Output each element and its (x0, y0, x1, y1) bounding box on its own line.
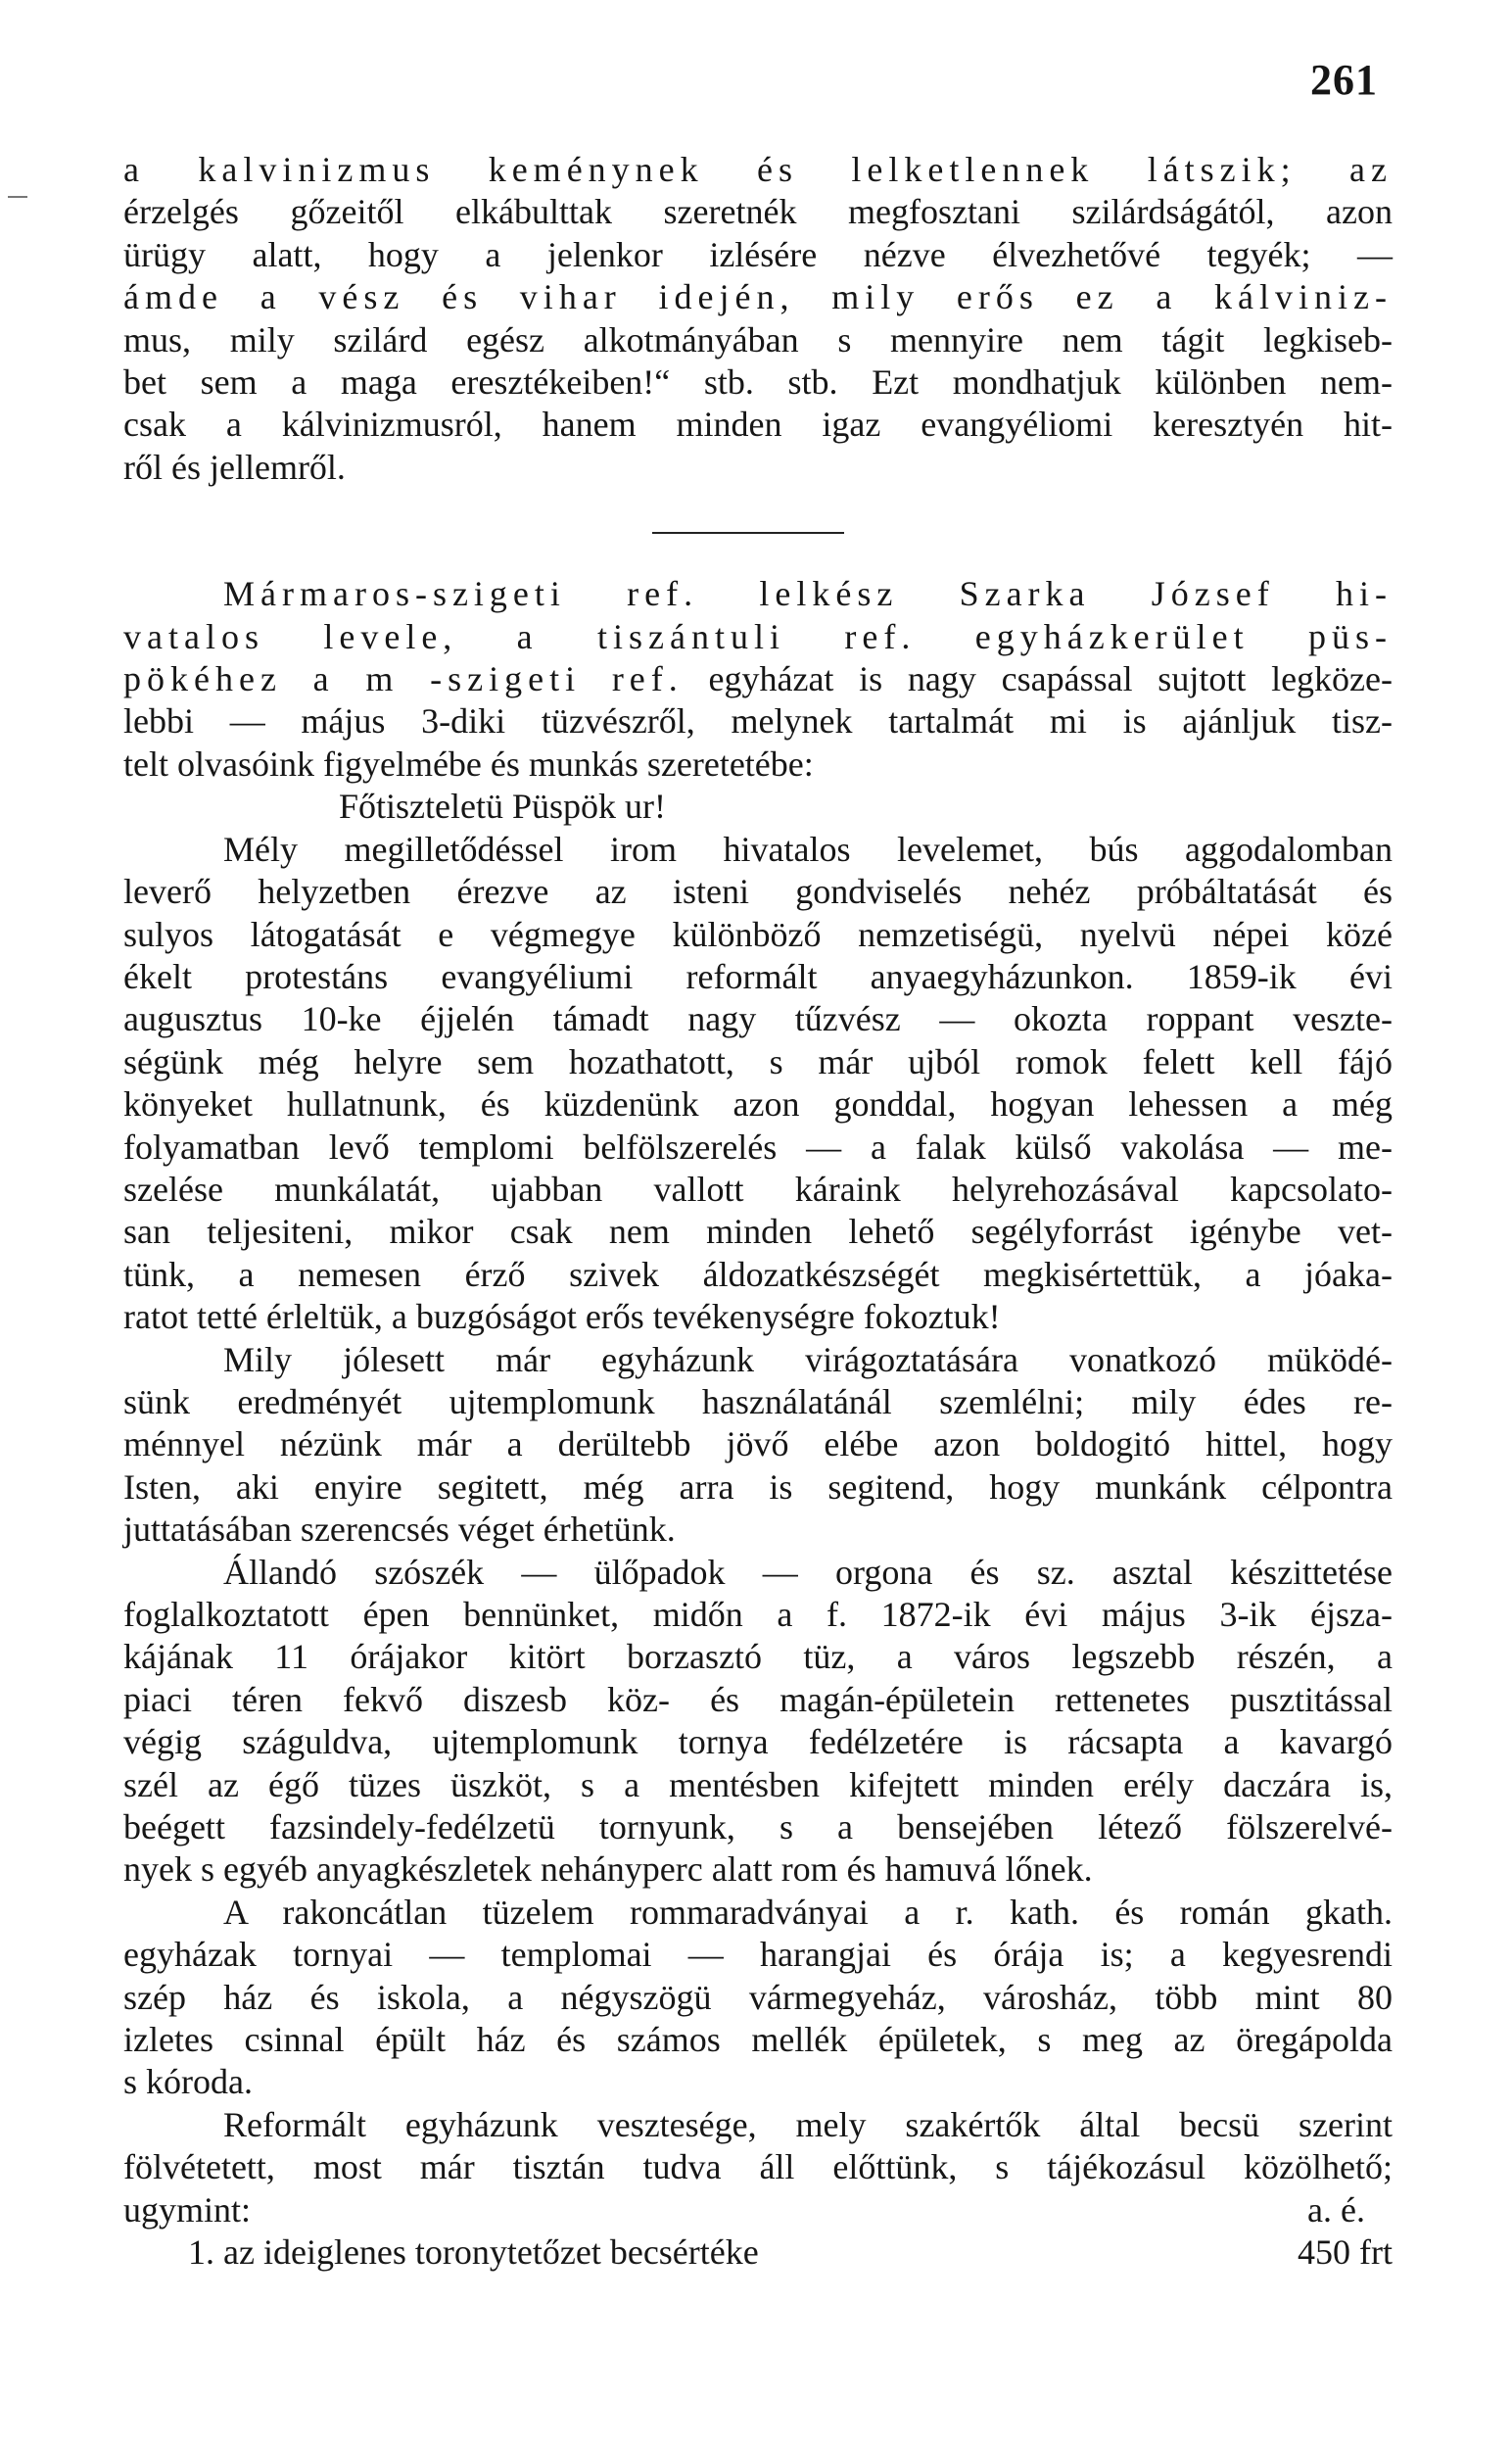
paragraph-5 (123, 2104, 1393, 2189)
list-intro-row (123, 2189, 1393, 2231)
item-amount: 450 frt (1298, 2232, 1393, 2273)
text-line: Mily jólesett már egyházunk virágoztatására vonatkozó müködé- (223, 1339, 1393, 1379)
text-line: kájának 11 órájakor kitört borzasztó tüz, a város legszebb részén, a (123, 1637, 1393, 1677)
text-line: végig száguldva, ujtemplomunk tornya fedélzetére is rácsapta a kavargó (123, 1722, 1393, 1762)
text-line: fölvétetett, most már tisztán tudva áll előttünk, s tájékozásul közölhető; (123, 2147, 1393, 2187)
paragraph-2 (123, 1339, 1393, 1552)
paragraph-3 (123, 1552, 1393, 1892)
margin-mark (8, 196, 27, 198)
heading-line: vatalos levele, a tiszántuli ref. egyházkerület püs- (123, 616, 1393, 656)
text-line: izletes csinnal épült ház és számos mellék épületek, s meg az öregápolda (123, 2020, 1393, 2060)
text-line: s kóroda. (123, 2062, 253, 2102)
text-line: nyek s egyéb anyagkészletek nehányperc alatt rom és hamuvá lőnek. (123, 1849, 1093, 1890)
text-line: mus, mily szilárd egész alkotmányában s mennyire nem tágit legkiseb- (123, 319, 1393, 360)
text-line: egyházak tornyai — templomai — harangjai és órája is; a kegyesrendi (123, 1935, 1393, 1975)
text-line: beégett fazsindely-fedélzetü tornyunk, s a bensejében létező fölszerelvé- (123, 1807, 1393, 1847)
salutation: Főtiszteletü Püspök ur! (339, 787, 666, 827)
body-text (123, 149, 1393, 2275)
text-line: bet sem a maga eresztékeiben!“ stb. stb. Ezt mondhatjuk különben nem- (123, 362, 1393, 403)
text-line: szép ház és iskola, a négyszögü vármegyeház, városház, több mint 80 (123, 1977, 1393, 2017)
heading-spaced-part: pökéhez a m -szigeti ref. (123, 659, 684, 699)
list-item (123, 2231, 1393, 2274)
heading-line (123, 658, 1393, 700)
text-line: leverő helyzetben érezve az isteni gondviselés nehéz próbáltatását és (123, 872, 1393, 912)
text-line: san teljesiteni, mikor csak nem minden lehető segélyforrást igénybe vet- (123, 1212, 1393, 1252)
text-line: ménnyel nézünk már a derültebb jövő elébe azon boldogitó hittel, hogy (123, 1424, 1393, 1464)
text-line: szelése munkálatát, ujabban vallott káraink helyrehozásával kapcsolato- (123, 1169, 1393, 1209)
text-line: sulyos látogatását e végmegye különböző nemzetiségü, nyelvü népei közé (123, 914, 1393, 954)
text-line: tünk, a nemesen érző szivek áldozatkészségét megkisértettük, a jóaka- (123, 1254, 1393, 1294)
text-line: ürügy alatt, hogy a jelenkor izlésére nézve élvezhetővé tegyék; — (123, 234, 1393, 274)
text-line: Állandó szószék — ülőpadok — orgona és sz. asztal készittetése (223, 1552, 1393, 1592)
text-line: ségünk még helyre sem hozathatott, s már ujból romok felett kell fájó (123, 1041, 1393, 1081)
list-intro-label: ugymint: (123, 2189, 252, 2230)
section-divider (652, 532, 844, 534)
heading-regular-part: egyházat is nagy csapással sujtott legköze- (683, 659, 1393, 699)
text-line: Mély megilletődéssel irom hivatalos levelemet, bús aggodalomban (223, 829, 1393, 869)
text-line: a kalvinizmus keménynek és lelketlennek látszik; az (123, 150, 1393, 189)
text-line: telt olvasóink figyelmébe és munkás szeretetébe: (123, 743, 814, 784)
text-line: Reformált egyházunk vesztesége, mely szakértők által becsü szerint (223, 2104, 1393, 2144)
text-line: ratot tetté érleltük, a buzgóságot erős tevékenységre fokoztuk! (123, 1297, 1001, 1337)
text-line: lebbi — május 3-diki tüzvészről, melynek tartalmát mi is ajánljuk tisz- (123, 701, 1393, 742)
paragraph-1 (123, 829, 1393, 1339)
text-line: könyeket hullatnunk, és küzdenünk azon gonddal, hogyan lehessen a még (123, 1084, 1393, 1125)
text-line: ről és jellemről. (123, 447, 346, 487)
paragraph-4 (123, 1892, 1393, 2104)
text-line: érzelgés gőzeitől elkábulttak szeretnék megfosztani szilárdságától, azon (123, 192, 1393, 232)
text-line: ékelt protestáns evangyéliumi reformált anyaegyházunkon. 1859-ik évi (123, 956, 1393, 996)
text-line: piaci téren fekvő diszesb köz- és magán-épületein rettenetes pusztitással (123, 1679, 1393, 1719)
page-number: 261 (1310, 56, 1378, 104)
text-line: szél az égő tüzes üszköt, s a mentésben kifejtett minden erély daczára is, (123, 1764, 1393, 1804)
amount-column-header: a. é. (1307, 2189, 1365, 2230)
text-line: csak a kálvinizmusról, hanem minden igaz evangyéliomi keresztyén hit- (123, 405, 1393, 445)
paragraph-intro (123, 149, 1393, 489)
text-line: folyamatban levő templomi belfölszerelés — a falak külső vakolása — me- (123, 1127, 1393, 1167)
text-line: ámde a vész és vihar idején, mily erős ez a kálviniz- (123, 277, 1393, 317)
section-divider-row (123, 489, 1393, 573)
heading-line: Mármaros-szigeti ref. lelkész Szarka József hi- (223, 574, 1393, 614)
text-line: A rakoncátlan tüzelem rommaradványai a r. kath. és román gkath. (223, 1892, 1393, 1932)
text-line: Isten, aki enyire segitett, még arra is segitend, hogy munkánk célpontra (123, 1466, 1393, 1507)
text-line: juttatásában szerencsés véget érhetünk. (123, 1510, 676, 1550)
text-line: foglalkoztatott épen bennünket, midőn a f. 1872-ik évi május 3-ik éjsza- (123, 1595, 1393, 1634)
text-line: augusztus 10-ke éjjelén támadt nagy tűzvész — okozta roppant veszte- (123, 999, 1393, 1039)
item-text: 1. az ideiglenes toronytetőzet becsértéke (188, 2232, 759, 2273)
letter-heading (123, 573, 1393, 786)
text-line: sünk eredményét ujtemplomunk használatánál szemlélni; mily édes re- (123, 1381, 1393, 1421)
